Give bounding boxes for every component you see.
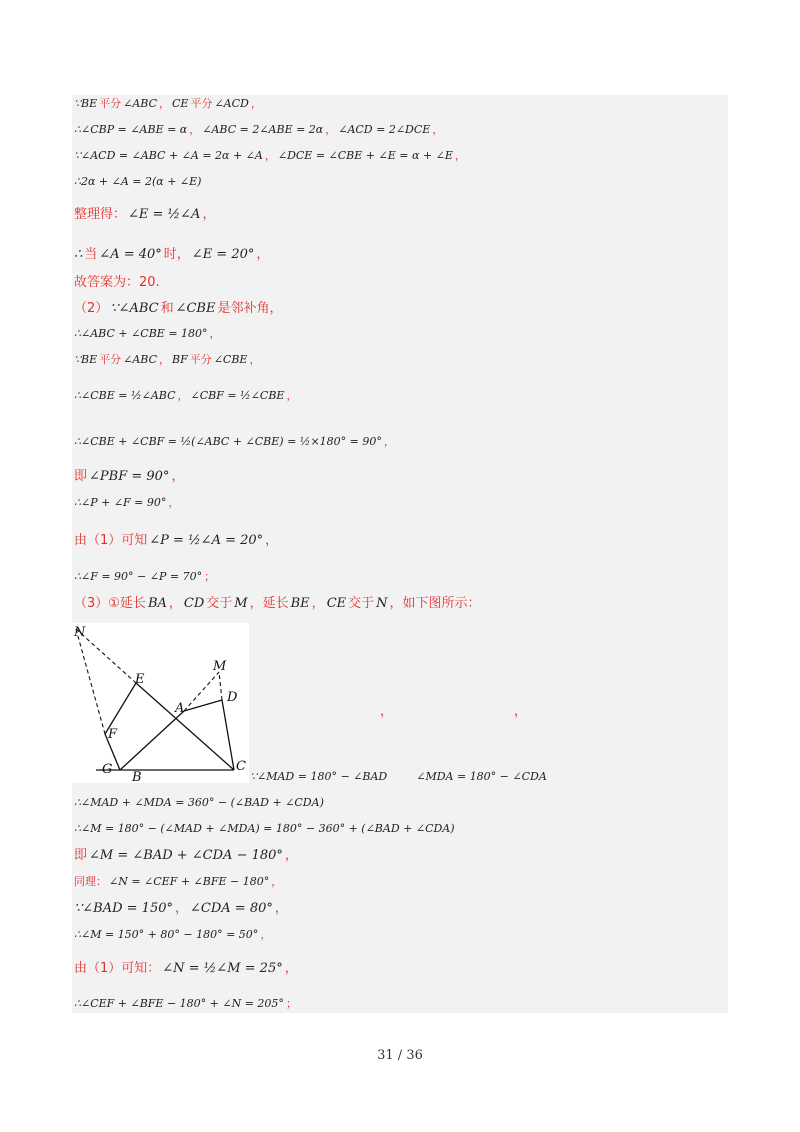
math-segment: ∵BE — [74, 353, 98, 366]
text-segment: 和 — [160, 301, 174, 316]
side-line-part1: ∵∠MAD = 180° − ∠BAD — [250, 770, 388, 783]
solution-line — [74, 929, 273, 940]
text-segment: ， — [168, 496, 180, 509]
text-segment: ， — [454, 149, 466, 162]
solution-line — [74, 354, 262, 365]
text-segment: 平分 — [99, 353, 122, 366]
segment-ba — [120, 711, 184, 770]
math-segment: ∠ACD = 2∠DCE — [338, 123, 431, 136]
math-segment: BA — [147, 596, 167, 611]
segment-ad — [184, 700, 222, 711]
text-segment: ， — [159, 353, 170, 366]
math-segment: ∠A = 40° — [99, 247, 162, 262]
text-segment: ， — [250, 97, 262, 110]
figure-side-line — [250, 771, 547, 782]
page-number — [0, 1048, 800, 1063]
label-f: F — [108, 727, 118, 742]
dashed-nf — [76, 629, 105, 734]
geometry-figure — [72, 623, 249, 783]
text-segment: ， — [209, 327, 221, 340]
text-segment: ， — [311, 596, 325, 611]
text-segment: （3）①延长 — [74, 596, 146, 611]
text-segment: 当 — [84, 247, 98, 262]
solution-line — [74, 208, 217, 221]
solution-line — [74, 436, 397, 447]
math-segment: ∴∠M = 180° − (∠MAD + ∠MDA) = 180° − 360° + (∠BAD + ∠CDA) — [74, 822, 455, 835]
label-b: B — [132, 770, 142, 783]
text-segment: ， — [171, 469, 185, 484]
dashed-am — [184, 672, 219, 711]
label-c: C — [236, 759, 246, 774]
text-segment: ， — [260, 928, 272, 941]
text-segment: ，延长 — [249, 596, 289, 611]
solution-line — [74, 849, 300, 862]
math-segment: N — [376, 596, 388, 611]
math-segment: BF — [172, 353, 188, 366]
math-segment: ∴∠CBE + ∠CBF = ½(∠ABC + ∠CBE) = ½×180° = 90° — [74, 435, 382, 448]
text-segment: 平分 — [190, 97, 213, 110]
text-segment: 时， — [163, 247, 190, 262]
text-segment: 故答案为：20. — [74, 275, 160, 290]
dashed-dm — [219, 672, 222, 700]
math-segment: ∠CBF = ½∠CBE — [190, 389, 285, 402]
math-segment: ∠CDA = 80° — [190, 901, 273, 916]
math-segment: ∠ABC — [123, 97, 157, 110]
solution-line — [74, 328, 223, 339]
text-segment: ， — [286, 389, 298, 402]
math-segment: ∴∠CEF + ∠BFE − 180° + ∠N = 205° — [74, 997, 284, 1010]
solution-line — [74, 497, 181, 508]
label-n: N — [74, 625, 86, 640]
math-segment: CE — [172, 97, 189, 110]
text-segment: ， — [168, 596, 182, 611]
solution-line — [74, 571, 217, 582]
text-segment: ， — [284, 961, 298, 976]
page-total: 36 — [406, 1048, 423, 1063]
solution-line — [74, 390, 299, 401]
text-segment: ， — [432, 123, 444, 136]
solution-line — [74, 176, 203, 187]
math-segment: ∵BE — [74, 97, 98, 110]
stray-comma-2: ， — [514, 704, 528, 719]
text-segment: （2） — [74, 301, 109, 316]
math-segment: ∴∠CBP = ∠ABE = α — [74, 123, 188, 136]
math-segment: ∴∠F = 90° − ∠P = 70° — [74, 570, 203, 583]
text-segment: ， — [175, 901, 189, 916]
solution-line — [74, 823, 457, 834]
math-segment: ∠P = ½∠A = 20° — [149, 533, 264, 548]
label-m: M — [213, 659, 227, 674]
text-segment: ， — [325, 123, 337, 136]
side-line-part2: ∠MDA = 180° − ∠CDA — [416, 770, 547, 783]
text-segment: 平分 — [99, 97, 122, 110]
text-segment: ， — [265, 533, 279, 548]
math-segment: ∴∠ABC + ∠CBE = 180° — [74, 327, 208, 340]
solution-line — [74, 248, 271, 261]
math-segment: CE — [326, 596, 347, 611]
text-segment: ， — [202, 207, 216, 222]
math-segment: ∵∠ACD = ∠ABC + ∠A = 2α + ∠A — [74, 149, 263, 162]
text-segment: 整理得： — [74, 207, 127, 222]
text-segment: ，如下图所示： — [389, 596, 481, 611]
math-segment: ∵∠ABC — [110, 301, 159, 316]
text-segment: ， — [159, 97, 170, 110]
text-segment: 是邻补角， — [217, 301, 283, 316]
solution-line — [74, 98, 264, 109]
text-segment: ， — [271, 875, 283, 888]
solution-line — [74, 902, 290, 915]
math-segment: ∠N = ∠CEF + ∠BFE − 180° — [109, 875, 270, 888]
text-segment: ， — [274, 901, 288, 916]
math-segment: ∴∠MAD + ∠MDA = 360° − (∠BAD + ∠CDA) — [74, 796, 324, 809]
math-segment: ∴∠M = 150° + 80° − 180° = 50° — [74, 928, 259, 941]
page-separator: / — [397, 1048, 403, 1063]
math-segment: ∠ABC — [123, 353, 157, 366]
label-g: G — [102, 762, 113, 777]
text-segment: ， — [383, 435, 395, 448]
text-segment: ， — [256, 247, 270, 262]
math-segment: ∠CBE — [175, 301, 216, 316]
text-segment: 由（1）可知： — [74, 961, 161, 976]
segment-dc — [222, 700, 234, 770]
solution-line — [74, 470, 186, 483]
math-segment: ∠E = 20° — [191, 247, 255, 262]
text-segment: 平分 — [189, 353, 212, 366]
math-segment: ∠CBE — [213, 353, 248, 366]
math-segment: ∠ABC = 2∠ABE = 2α — [202, 123, 324, 136]
text-segment: ， — [189, 123, 201, 136]
text-segment: 即 — [74, 848, 88, 863]
math-segment: BE — [290, 596, 310, 611]
text-segment: 由（1）可知 — [74, 533, 148, 548]
stray-comma-1: ， — [380, 704, 394, 719]
text-segment: ， — [177, 389, 189, 402]
label-e: E — [135, 672, 145, 687]
solution-line — [74, 276, 162, 289]
math-segment: ∵∠BAD = 150° — [74, 901, 173, 916]
math-segment: CD — [183, 596, 205, 611]
text-segment: ， — [249, 353, 261, 366]
text-segment: 交于 — [348, 596, 375, 611]
text-segment: ； — [204, 570, 216, 583]
solution-line — [74, 998, 299, 1009]
label-d: D — [227, 690, 238, 705]
math-segment: ∠N = ½∠M = 25° — [162, 961, 283, 976]
solution-line — [74, 534, 280, 547]
solution-line — [74, 962, 300, 975]
math-segment: ∴∠P + ∠F = 90° — [74, 496, 167, 509]
math-segment: M — [234, 596, 248, 611]
text-segment: ； — [285, 997, 297, 1010]
text-segment: 即 — [74, 469, 88, 484]
text-segment: 交于 — [206, 596, 233, 611]
math-segment: ∴2α + ∠A = 2(α + ∠E) — [74, 175, 202, 188]
math-segment: ∴∠CBE = ½∠ABC — [74, 389, 176, 402]
segment-ec — [136, 683, 234, 770]
math-segment: ∠E = ½∠A — [128, 207, 201, 222]
math-segment: ∴ — [74, 247, 83, 262]
solution-line — [74, 597, 483, 610]
solution-line — [74, 124, 445, 135]
math-segment: ∠PBF = 90° — [89, 469, 170, 484]
page-current: 31 — [377, 1048, 394, 1063]
label-a: A — [175, 701, 185, 716]
solution-line — [74, 797, 326, 808]
text-segment: ， — [284, 848, 298, 863]
solution-line — [74, 150, 468, 161]
math-segment: ∠DCE = ∠CBE + ∠E = α + ∠E — [277, 149, 453, 162]
solution-line — [74, 302, 285, 315]
math-segment: ∠M = ∠BAD + ∠CDA − 180° — [89, 848, 283, 863]
text-segment: ， — [264, 149, 276, 162]
text-segment: 同理： — [74, 875, 107, 888]
solution-line — [74, 876, 284, 887]
math-segment: ∠ACD — [214, 97, 249, 110]
